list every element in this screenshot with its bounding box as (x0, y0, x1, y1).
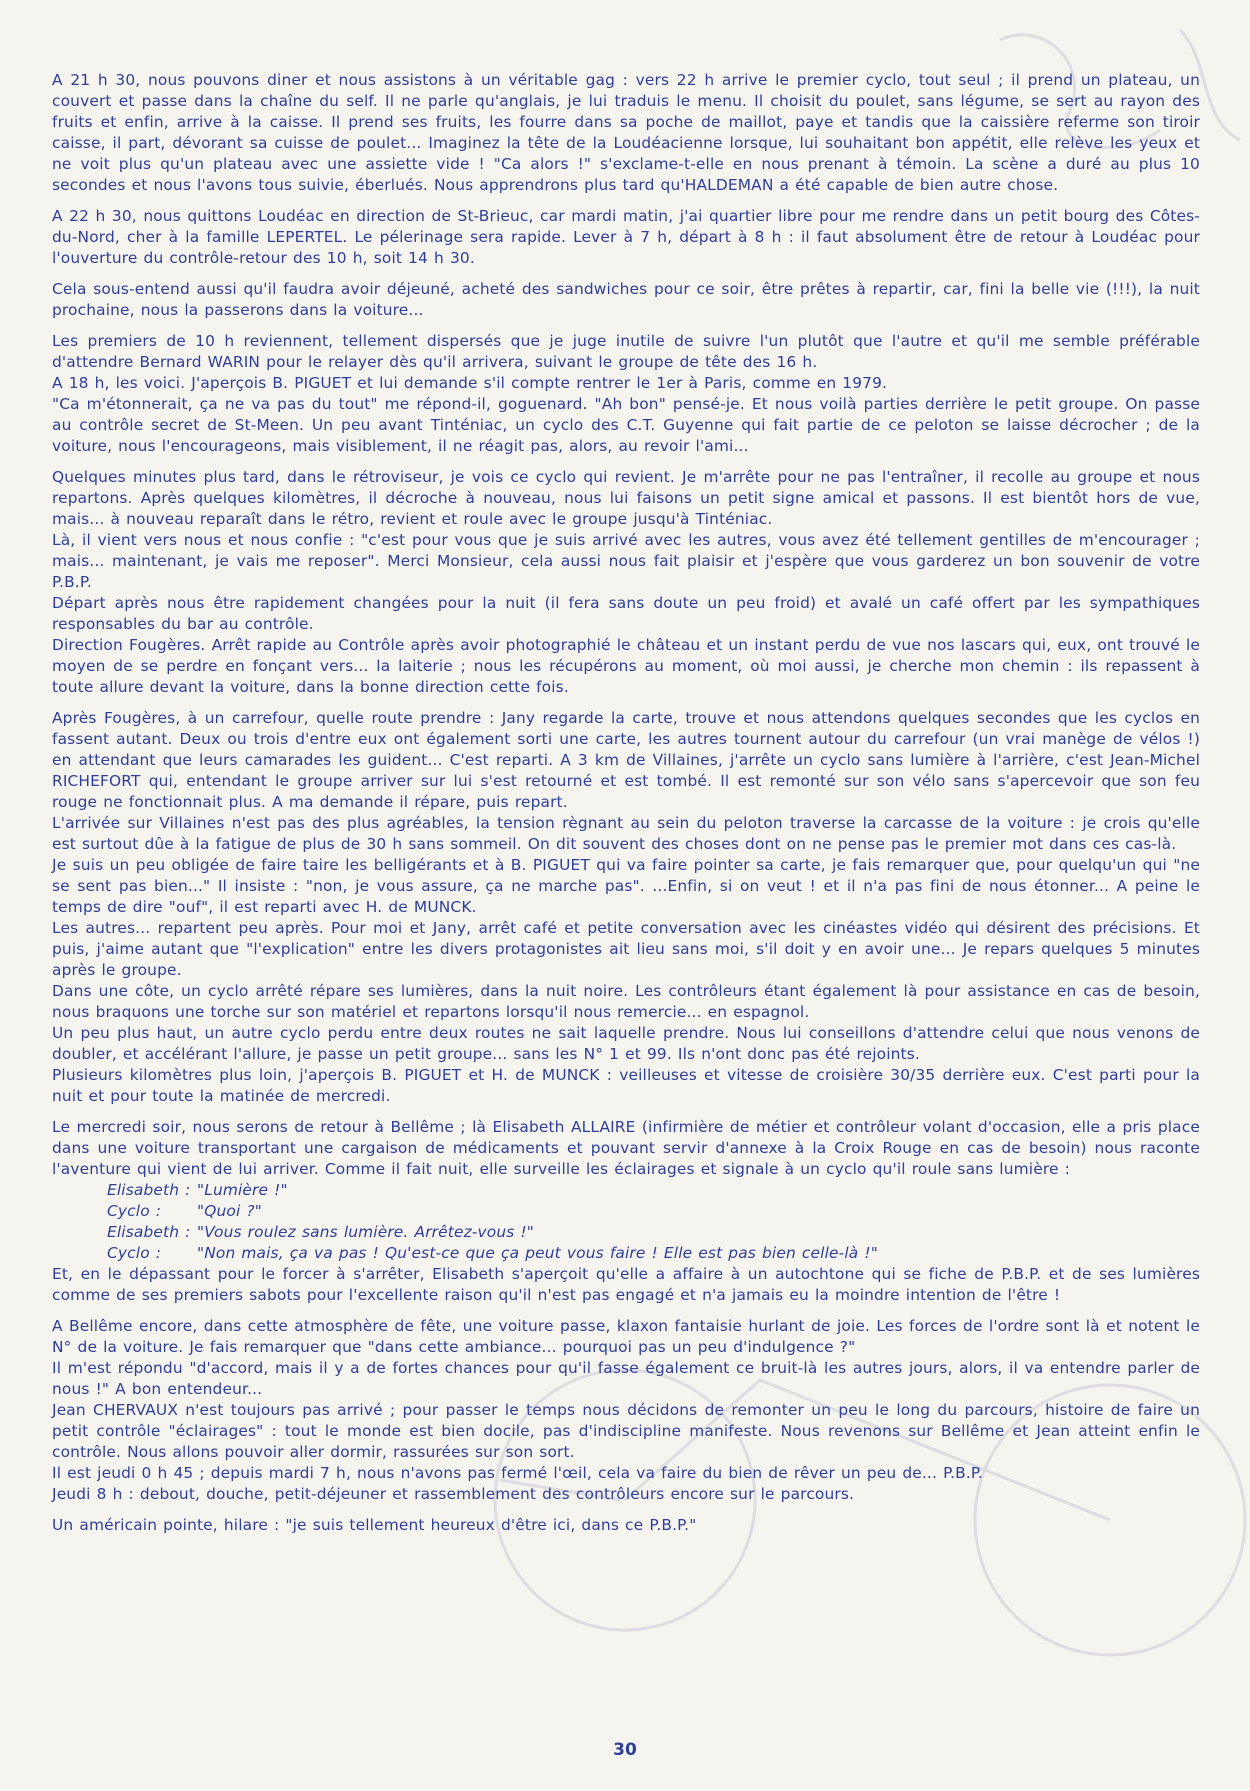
dialogue-text: "Lumière !" (197, 1181, 288, 1199)
dialogue-text: "Quoi ?" (197, 1202, 262, 1220)
paragraph: Je suis un peu obligée de faire taire les belligérants et à B. PIGUET qui va faire pointer sa carte, je fais remarquer que, pour quelqu'un qui "ne se sent pas bien..." Il insiste : "non, je vous assure, ça ne marche pas". ...Enfin, si on veut ! et il n'a pas fini de nous étonner... A peine le temps de dire "ouf", il est reparti avec H. de MUNCK. (52, 856, 1200, 916)
dialogue-line (52, 1243, 1200, 1264)
paragraph: Quelques minutes plus tard, dans le rétroviseur, je vois ce cyclo qui revient. Je m'arrête pour ne pas l'entraîner, il recolle au groupe et nous repartons. Après quelques kilomètres, il décroche à nouveau, nous lui faisons un petit signe amical et passons. Il est bientôt hors de vue, mais... à nouveau reparaît dans le rétro, revient et roule avec le groupe jusqu'à Tinténiac. (52, 468, 1200, 528)
paragraph: Un américain pointe, hilare : "je suis tellement heureux d'être ici, dans ce P.B.P." (52, 1516, 697, 1534)
dialogue-speaker: Cyclo : (107, 1202, 162, 1220)
paragraph: Jeudi 8 h : debout, douche, petit-déjeuner et rassemblement des contrôleurs encore sur le parcours. (52, 1485, 855, 1503)
paragraph: Là, il vient vers nous et nous confie : "c'est pour vous que je suis arrivé avec les autres, vous avez été tellement gentilles de m'encourager ; mais... maintenant, je vais me reposer". Merci Monsieur, cela aussi nous fait plaisir et j'espère que vous garderez un bon souvenir de votre P.B.P. (52, 531, 1200, 591)
paragraph: A Bellême encore, dans cette atmosphère de fête, une voiture passe, klaxon fantaisie hurlant de joie. Les forces de l'ordre sont là et notent le N° de la voiture. Je fais remarquer que "dans cette ambiance... pourquoi pas un peu d'indulgence ?" (52, 1317, 1200, 1356)
paragraph: Après Fougères, à un carrefour, quelle route prendre : Jany regarde la carte, trouve et nous attendons quelques secondes que les cyclos en fassent autant. Deux ou trois d'entre eux ont également sorti une carte, les autres tournent autour du carrefour (un vrai manège de vélos !) en attendant que leurs camarades les guident... C'est reparti. A 3 km de Villaines, j'arrête un cyclo sans lumière à l'arrière, c'est Jean-Michel RICHEFORT qui, entendant le groupe arriver sur lui s'est retourné et est tombé. Il est remonté sur son vélo sans s'apercevoir que son feu rouge ne fonctionnait plus. A ma demande il répare, puis repart. (52, 709, 1200, 811)
dialogue-speaker: Elisabeth : (107, 1181, 191, 1199)
paragraph: Le mercredi soir, nous serons de retour à Bellême ; là Elisabeth ALLAIRE (infirmière de métier et contrôleur volant d'occasion, elle a pris place dans une voiture transportant une cargaison de médicaments et pouvant servir d'annexe à la Croix Rouge en cas de besoin) nous raconte l'aventure qui vient de lui arriver. Comme il fait nuit, elle surveille les éclairages et signale à un cyclo qu'il roule sans lumière : (52, 1118, 1200, 1178)
dialogue-speaker: Cyclo : (107, 1244, 162, 1262)
paragraph: A 21 h 30, nous pouvons diner et nous assistons à un véritable gag : vers 22 h arrive le premier cyclo, tout seul ; il prend un plateau, un couvert et passe dans la chaîne du self. Il ne parle qu'anglais, je lui traduis le menu. Il choisit du poulet, sans légume, se sert au rayon des fruits et enfin, arrive à la caisse. Il prend ses fruits, les fourre dans sa poche de maillot, paye et tandis que la caissière referme son tiroir caisse, il part, dévorant sa cuisse de poulet... Imaginez la tête de la Loudéacienne lorsque, lui souhaitant bon appétit, elle relève les yeux et ne voit plus qu'un plateau avec une assiette vide ! "Ca alors !" s'exclame-t-elle en nous prenant à témoin. La scène a duré au plus 10 secondes et nous l'avons tous suivie, éberlués. Nous apprendrons plus tard qu'HALDEMAN a été capable de bien autre chose. (52, 71, 1200, 194)
paragraph: A 22 h 30, nous quittons Loudéac en direction de St-Brieuc, car mardi matin, j'ai quartier libre pour me rendre dans un petit bourg des Côtes-du-Nord, cher à la famille LEPERTEL. Le pélerinage sera rapide. Lever à 7 h, départ à 8 h : il faut absolument être de retour à Loudéac pour l'ouverture du contrôle-retour des 10 h, soit 14 h 30. (52, 207, 1200, 267)
paragraph: Et, en le dépassant pour le forcer à s'arrêter, Elisabeth s'aperçoit qu'elle a affaire à un autochtone qui se fiche de P.B.P. et de ses lumières comme de ses premiers sabots pour l'excellente raison qu'il n'est pas engagé et n'a jamais eu la moindre intention de l'être ! (52, 1265, 1200, 1304)
paragraph: Jean CHERVAUX n'est toujours pas arrivé ; pour passer le temps nous décidons de remonter un peu le long du parcours, histoire de faire un petit contrôle "éclairages" : tout le monde est bien docile, pas d'indiscipline manifeste. Nous revenons sur Bellême et Jean atteint enfin le contrôle. Nous allons pouvoir aller dormir, rassurées sur son sort. (52, 1401, 1200, 1461)
dialogue-speaker: Elisabeth : (107, 1223, 191, 1241)
paragraph: Direction Fougères. Arrêt rapide au Contrôle après avoir photographié le château et un instant perdu de vue nos lascars qui, eux, ont trouvé le moyen de se perdre en fonçant vers... la laiterie ; nous les récupérons au moment, où moi aussi, je cherche mon chemin : ils repassent à toute allure devant la voiture, dans la bonne direction cette fois. (52, 636, 1200, 696)
paragraph: Les autres... repartent peu après. Pour moi et Jany, arrêt café et petite conversation avec les cinéastes vidéo qui désirent des précisions. Et puis, j'aime autant que "l'explication" entre les divers protagonistes ait lieu sans moi, s'il doit y en avoir une... Je repars quelques 5 minutes après le groupe. (52, 919, 1200, 979)
paragraph: Plusieurs kilomètres plus loin, j'aperçois B. PIGUET et H. de MUNCK : veilleuses et vitesse de croisière 30/35 derrière eux. C'est parti pour la nuit et pour toute la matinée de mercredi. (52, 1066, 1200, 1105)
dialogue-line (52, 1201, 1200, 1222)
dialogue-line (52, 1180, 1200, 1201)
dialogue-text: "Non mais, ça va pas ! Qu'est-ce que ça peut vous faire ! Elle est pas bien celle-là !" (197, 1244, 878, 1262)
paragraph: Cela sous-entend aussi qu'il faudra avoir déjeuné, acheté des sandwiches pour ce soir, être prêtes à repartir, car, fini la belle vie (!!!), la nuit prochaine, nous la passerons dans la voiture... (52, 280, 1200, 319)
paragraph: Il m'est répondu "d'accord, mais il y a de fortes chances pour qu'il fasse également ce bruit-là les autres jours, alors, il va entendre parler de nous !" A bon entendeur... (52, 1359, 1200, 1398)
article-body (52, 70, 1200, 1546)
paragraph: Les premiers de 10 h reviennent, tellement dispersés que je juge inutile de suivre l'un plutôt que l'autre et qu'il me semble préférable d'attendre Bernard WARIN pour le relayer dès qu'il arrivera, suivant le groupe de tête des 16 h. (52, 332, 1200, 371)
paragraph: Départ après nous être rapidement changées pour la nuit (il fera sans doute un peu froid) et avalé un café offert par les sympathiques responsables du bar au contrôle. (52, 594, 1200, 633)
dialogue-text: "Vous roulez sans lumière. Arrêtez-vous !" (197, 1223, 534, 1241)
paragraph: "Ca m'étonnerait, ça ne va pas du tout" me répond-il, goguenard. "Ah bon" pensé-je. Et nous voilà parties derrière le petit groupe. On passe au contrôle secret de St-Meen. Un peu avant Tinténiac, un cyclo des C.T. Guyenne qui fait partie de ce peloton se laisse décrocher ; de la voiture, nous l'encourageons, mais visiblement, il ne réagit pas, alors, au revoir l'ami... (52, 395, 1200, 455)
paragraph: Un peu plus haut, un autre cyclo perdu entre deux routes ne sait laquelle prendre. Nous lui conseillons d'attendre celui que nous venons de doubler, et accélérant l'allure, je passe un petit groupe... sans les N° 1 et 99. Ils n'ont donc pas été rejoints. (52, 1024, 1200, 1063)
paragraph: Dans une côte, un cyclo arrêté répare ses lumières, dans la nuit noire. Les contrôleurs étant également là pour assistance en cas de besoin, nous braquons une torche sur son matériel et repartons lorsqu'il nous remercie... en espagnol. (52, 982, 1200, 1021)
paragraph: Il est jeudi 0 h 45 ; depuis mardi 7 h, nous n'avons pas fermé l'œil, cela va faire du bien de rêver un peu de... P.B.P. (52, 1464, 983, 1482)
page-number: 30 (613, 1740, 637, 1760)
paragraph: L'arrivée sur Villaines n'est pas des plus agréables, la tension règnant au sein du peloton traverse la carcasse de la voiture : je crois qu'elle est surtout dûe à la fatigue de plus de 30 h sans sommeil. On dit souvent des choses dont on ne pense pas le premier mot dans ces cas-là. (52, 814, 1200, 853)
paragraph: A 18 h, les voici. J'aperçois B. PIGUET et lui demande s'il compte rentrer le 1er à Paris, comme en 1979. (52, 374, 888, 392)
dialogue-line (52, 1222, 1200, 1243)
